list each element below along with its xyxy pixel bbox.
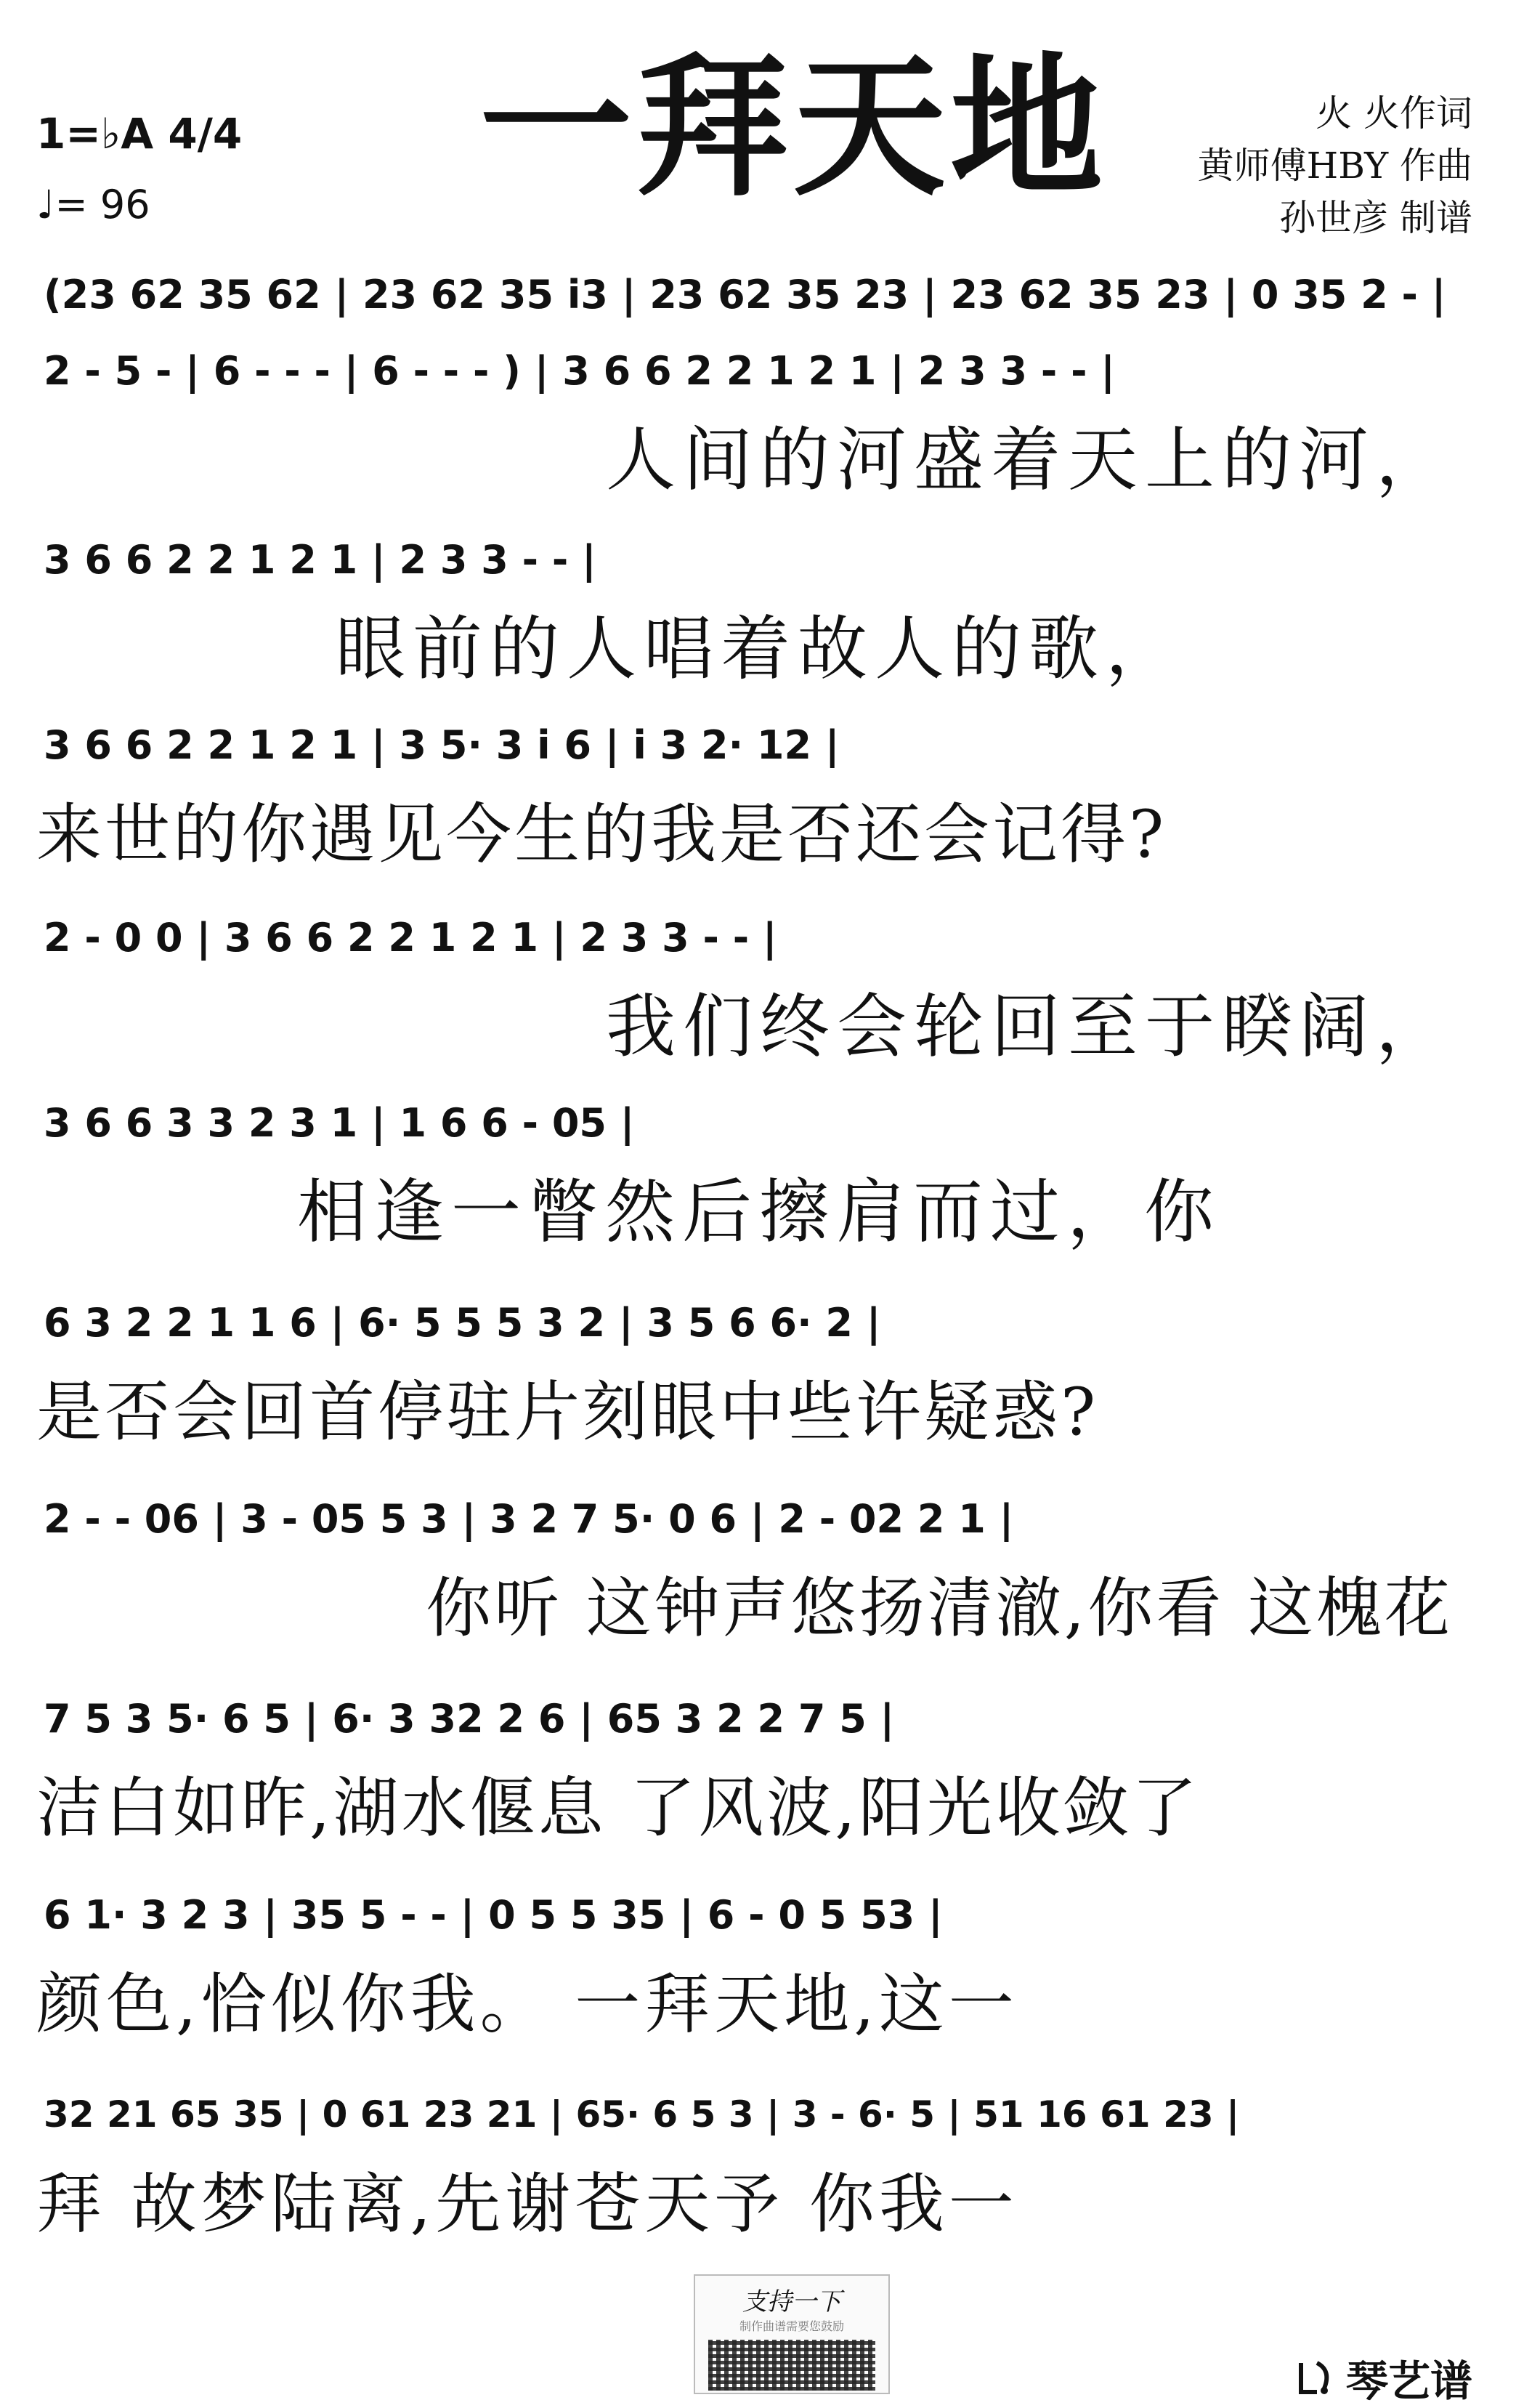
score-system-6 bbox=[36, 1086, 1482, 1253]
notation-line: 3 6 6 2 2 1 2 1 | 2 3 3 - - | bbox=[44, 536, 596, 583]
notation-line: 3 6 6 3 3 2 3 1 | 1 6 6 - 05 | bbox=[44, 1099, 635, 1146]
score-system-8 bbox=[36, 1482, 1482, 1649]
lyric-line: 我们终会轮回至于睽阔， bbox=[606, 985, 1453, 1067]
lyric-line: 拜 故梦陆离,先谢苍天予 你我一 bbox=[36, 2166, 1018, 2242]
notation-line: 6 1· 3 2 3 | 35 5 - - | 0 5 5 35 | 6 - 0 5 53 | bbox=[44, 1891, 943, 1938]
notation-line: 32 21 65 35 | 0 61 23 21 | 65· 6 5 3 | 3 - 6· 5 | 51 16 61 23 | bbox=[44, 2093, 1240, 2136]
score-system-4 bbox=[36, 708, 1482, 876]
lyricist-credit: 火 火作词 bbox=[1316, 92, 1472, 134]
lyric-line: 人间的河盛着天上的河， bbox=[606, 419, 1453, 501]
credits bbox=[1198, 87, 1472, 244]
notation-line: 6 3 2 2 1 1 6 | 6· 5 5 5 3 2 | 3 5 6 6· 2 | bbox=[44, 1299, 881, 1346]
notation-line: 3 6 6 2 2 1 2 1 | 3 5· 3 i 6 | i 3 2· 12 | bbox=[44, 722, 840, 768]
score-system-11 bbox=[36, 2078, 1482, 2245]
support-subtitle: 制作曲谱需要您鼓励 bbox=[739, 2319, 844, 2333]
notation-line: 7 5 3 5· 6 5 | 6· 3 32 2 6 | 65 3 2 2 7 5 | bbox=[44, 1695, 895, 1742]
logo-text: 琴艺谱 bbox=[1345, 2356, 1472, 2406]
lyric-line: 来世的你遇见今生的我是否还会记得? bbox=[36, 796, 1167, 873]
qr-code-image bbox=[708, 2340, 875, 2391]
tempo-marking: ♩= 96 bbox=[36, 182, 150, 227]
transcriber-credit: 孙世彦 制谱 bbox=[1279, 197, 1472, 239]
key-signature: 1=♭A 4/4 bbox=[36, 109, 243, 158]
lyric-line: 颜色,恰似你我。 一拜天地,这一 bbox=[36, 1966, 1018, 2043]
composer-credit: 黄师傅HBY 作曲 bbox=[1197, 145, 1472, 187]
support-title: 支持一下 bbox=[742, 2287, 841, 2316]
notation-line: 2 - 5 - | 6 - - - | 6 - - - ) | 3 6 6 2 2 1 2 1 | 2 3 3 - - | bbox=[44, 347, 1116, 394]
notation-line: 2 - 0 0 | 3 6 6 2 2 1 2 1 | 2 3 3 - - | bbox=[44, 914, 777, 961]
score-system-2 bbox=[36, 334, 1482, 501]
support-qr-box[interactable] bbox=[694, 2274, 890, 2394]
logo-icon bbox=[1295, 2356, 1339, 2399]
page-title: 一拜天地 bbox=[479, 37, 1108, 217]
lyric-line: 相逢一瞥然后擦肩而过，你 bbox=[297, 1171, 1221, 1253]
lyric-line: 是否会回首停驻片刻眼中些许疑惑? bbox=[36, 1374, 1099, 1450]
lyric-line: 眼前的人唱着故人的歌， bbox=[336, 607, 1183, 690]
score-system-10 bbox=[36, 1878, 1482, 2045]
score-system-5 bbox=[36, 901, 1482, 1068]
score-system-7 bbox=[36, 1286, 1482, 1453]
lyric-line: 你听 这钟声悠扬清澈,你看 这槐花 bbox=[426, 1570, 1453, 1647]
score-system-1 bbox=[36, 258, 1482, 331]
score-system-3 bbox=[36, 523, 1482, 690]
site-logo[interactable] bbox=[1295, 2347, 1472, 2408]
notation-line: 2 - - 06 | 3 - 05 5 3 | 3 2 7 5· 0 6 | 2 - 02 2 1 | bbox=[44, 1495, 1014, 1542]
score-system-9 bbox=[36, 1682, 1482, 1849]
lyric-line: 洁白如昨,湖水偃息 了风波,阳光收敛了 bbox=[36, 1770, 1200, 1846]
notation-line: (23 62 35 62 | 23 62 35 i3 | 23 62 35 23 | 23 62 35 23 | 0 35 2 - | bbox=[44, 271, 1446, 318]
